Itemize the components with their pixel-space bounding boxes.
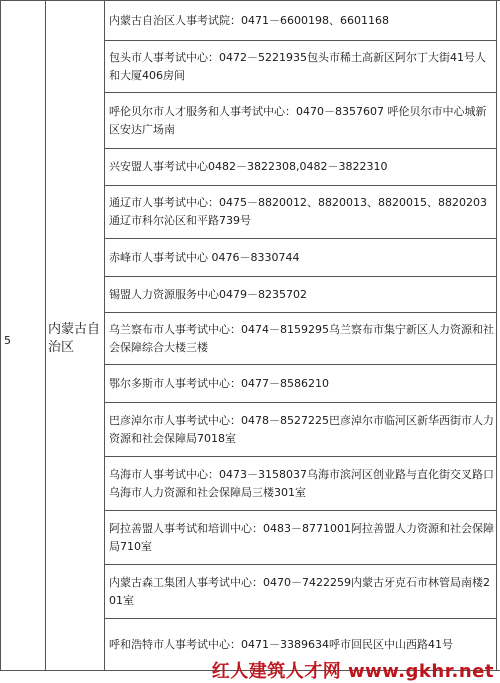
table-row [105,565,497,619]
table-row [105,41,497,93]
row-text: 兴安盟人事考试中心0482－3822308,0482－3822310 [109,160,388,173]
table-row [105,511,497,565]
site-watermark: 红人建筑人才网 www.gkhr.net [211,661,494,682]
row-text: 乌兰察布市人事考试中心：0474－8159295乌兰察布市集宁新区人力资源和社会保障综合大楼三楼 [109,322,494,354]
row-text: 鄂尔多斯市人事考试中心：0477－8586210 [109,376,329,390]
row-text: 呼和浩特市人事考试中心：0471－3389634呼市回民区中山西路41号 [109,637,453,651]
row-text: 阿拉善盟人事考试和培训中心：0483－8771001阿拉善盟人力资源和社会保障局710室 [109,521,494,553]
row-text: 内蒙古自治区人事考试院：0471－6600198、6601168 [109,13,389,27]
table-row [105,239,497,277]
row-text: 内蒙古森工集团人事考试中心：0470－7422259内蒙古牙克石市林管局南楼201室 [109,575,490,607]
row-text: 包头市人事考试中心：0472－5221935包头市稀土高新区阿尔丁大街41号人和大厦406房间 [109,50,486,82]
row-number: 5 [4,334,11,347]
column-divider [45,1,46,670]
region-name: 内蒙古自治区 [48,322,101,355]
table-row [105,149,497,186]
table-row [105,457,497,511]
table-row [105,277,497,313]
row-text: 赤峰市人事考试中心 0476－8330744 [109,250,300,264]
table-row [105,1,497,41]
row-text: 巴彦淖尔市人事考试中心：0478－8527225巴彦淖尔市临河区新华西街市人力资源和社会保障局7018室 [109,413,494,445]
table-row [105,313,497,365]
table-row [105,93,497,149]
table-row [105,403,497,457]
table-row [105,365,497,403]
row-text: 呼伦贝尔市人才服务和人事考试中心：0470－8357607 呼伦贝尔市中心城新区安达广场南 [109,104,487,136]
row-text: 乌海市人事考试中心：0473－3158037乌海市滨河区创业路与直化街交叉路口乌海市人力资源和社会保障局三楼301室 [109,467,494,499]
row-text: 锡盟人力资源服务中心0479－8235702 [109,287,307,301]
table-row [105,186,497,239]
row-text: 通辽市人事考试中心：0475－8820012、8820013、8820015、8820203通辽市科尔沁区和平路739号 [109,196,487,227]
